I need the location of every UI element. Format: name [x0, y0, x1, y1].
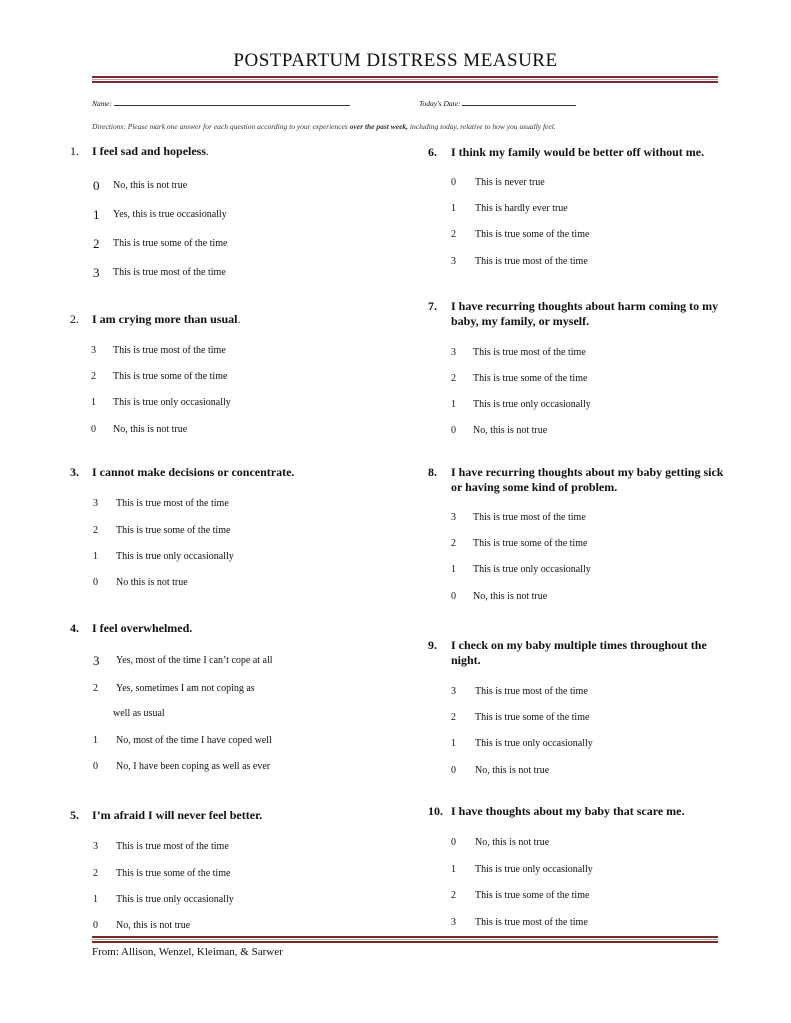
answer-label: No, this is not true	[113, 424, 188, 435]
answer-value: 0	[91, 424, 96, 435]
answer-value: 3	[93, 841, 98, 852]
answer-label: This is true only occasionally	[113, 397, 231, 408]
question-text-main: I feel overwhelmed.	[92, 621, 193, 635]
answer-label: This is true most of the time	[113, 345, 226, 356]
directions-prefix: Directions: Please mark one answer for each question according to your experiences	[92, 122, 348, 131]
answer-value: 0	[451, 591, 456, 602]
page-title: POSTPARTUM DISTRESS MEASURE	[233, 50, 558, 71]
answer-label: No, this is not true	[475, 837, 550, 848]
question-number: 7.	[428, 299, 437, 313]
answer-value: 0	[451, 837, 456, 848]
directions-suffix: including today, relative to how you usually feel.	[409, 122, 556, 131]
answer-value: 2	[451, 712, 456, 723]
question-text-main: I check on my baby multiple times throughout the	[451, 638, 707, 652]
answer-label: This is true only occasionally	[475, 738, 593, 749]
footer-credit: From: Allison, Wenzel, Kleiman, & Sarwer	[92, 946, 283, 958]
answer-label: This is never true	[475, 177, 545, 188]
answer-label: This is true most of the time	[475, 686, 588, 697]
answer-label: No, this is not true	[473, 425, 548, 436]
answer-value: 2	[91, 371, 96, 382]
answer-label: Yes, most of the time I can’t cope at all	[116, 655, 273, 666]
answer-value: 3	[451, 512, 456, 523]
question-text-main: I have thoughts about my baby that scare me.	[451, 804, 685, 818]
answer-value: 3	[91, 345, 96, 356]
question-text-main: I am crying more than usual	[92, 312, 238, 326]
answer-label: This is true most of the time	[475, 256, 588, 267]
answer-label: This is true most of the time	[475, 917, 588, 928]
bottom-divider	[92, 936, 718, 943]
answer-label: No, I have been coping as well as ever	[116, 761, 271, 772]
answer-value: 3	[93, 653, 100, 668]
answer-value: 0	[451, 177, 456, 188]
answer-value: 0	[93, 920, 98, 931]
answer-value: 1	[91, 397, 96, 408]
answer-label: This is true only occasionally	[473, 399, 591, 410]
question-text-main: I feel sad and hopeless	[92, 144, 207, 158]
question-text	[92, 808, 262, 823]
question-text	[451, 145, 704, 160]
answer-value: 1	[451, 564, 456, 575]
answer-label: This is true only occasionally	[473, 564, 591, 575]
answer-label: Yes, this is true occasionally	[113, 209, 227, 220]
question-text-main: I cannot make decisions or concentrate.	[92, 465, 295, 479]
name-field[interactable]	[92, 98, 350, 108]
answer-value: 3	[451, 686, 456, 697]
question-number: 6.	[428, 145, 437, 159]
question-text-line2: baby, my family, or myself.	[451, 314, 590, 328]
answer-value: 1	[451, 738, 456, 749]
answer-label: No, this is not true	[116, 920, 191, 931]
question-text	[451, 465, 723, 480]
answer-value: 2	[451, 890, 456, 901]
answer-label: This is hardly ever true	[475, 203, 568, 214]
answer-label: This is true most of the time	[116, 498, 229, 509]
answer-label: No, most of the time I have coped well	[116, 735, 272, 746]
answer-value: 3	[93, 265, 100, 280]
question-number: 10.	[428, 804, 443, 818]
question-text	[451, 638, 707, 653]
answer-label: This is true some of the time	[473, 538, 588, 549]
answer-label: This is true some of the time	[116, 868, 231, 879]
question-text-main: I have recurring thoughts about my baby getting sick	[451, 465, 724, 479]
answer-value: 2	[451, 229, 456, 240]
answer-value: 0	[451, 765, 456, 776]
answer-label: This is true some of the time	[116, 525, 231, 536]
top-divider	[92, 76, 718, 83]
date-label: Today's Date:	[419, 99, 461, 108]
question-number: 4.	[70, 621, 79, 635]
answer-value: 1	[451, 203, 456, 214]
answer-value: 1	[93, 551, 98, 562]
question-text-line2: or having some kind of problem.	[451, 480, 618, 494]
question-number: 1.	[70, 144, 79, 158]
question-number: 2.	[70, 312, 79, 326]
answer-label: This is true only occasionally	[116, 894, 234, 905]
answer-value: 1	[451, 864, 456, 875]
directions-emphasis: over the past week,	[349, 122, 409, 131]
question-trailing-period: .	[237, 312, 241, 326]
answer-value: 1	[451, 399, 456, 410]
question-text-main: I think my family would be better off without me.	[451, 145, 705, 159]
answer-value: 3	[451, 917, 456, 928]
answer-label: well as usual	[113, 708, 165, 719]
question-text	[92, 144, 209, 159]
answer-value: 3	[93, 498, 98, 509]
answer-label: No, this is not true	[473, 591, 548, 602]
answer-label: This is true only occasionally	[116, 551, 234, 562]
answer-value: 1	[93, 207, 100, 222]
date-field[interactable]	[419, 98, 576, 108]
answer-value: 2	[93, 525, 98, 536]
question-text-main: I’m afraid I will never feel better.	[92, 808, 263, 822]
name-blank[interactable]	[114, 98, 350, 106]
answer-label: This is true most of the time	[116, 841, 229, 852]
answer-value: 2	[93, 683, 98, 694]
answer-label: This is true some of the time	[475, 890, 590, 901]
question-number: 9.	[428, 638, 437, 652]
answer-label: No this is not true	[116, 577, 188, 588]
answer-value: 3	[451, 347, 456, 358]
answer-label: This is true only occasionally	[475, 864, 593, 875]
answer-label: This is true some of the time	[113, 238, 228, 249]
answer-value: 0	[93, 577, 98, 588]
question-number: 3.	[70, 465, 79, 479]
question-text	[451, 804, 684, 819]
question-text	[92, 621, 192, 636]
answer-label: This is true most of the time	[473, 512, 586, 523]
answer-label: No, this is not true	[113, 180, 188, 191]
answer-label: No, this is not true	[475, 765, 550, 776]
answer-label: This is true most of the time	[113, 267, 226, 278]
question-trailing-period: .	[206, 144, 210, 158]
question-text	[92, 465, 294, 480]
answer-value: 2	[451, 373, 456, 384]
question-text	[451, 299, 718, 314]
answer-label: This is true some of the time	[113, 371, 228, 382]
answer-value: 0	[93, 761, 98, 772]
answer-value: 1	[93, 735, 98, 746]
answer-label: Yes, sometimes I am not coping as	[116, 683, 255, 694]
answer-value: 2	[93, 236, 100, 251]
answer-value: 1	[93, 894, 98, 905]
answer-label: This is true most of the time	[473, 347, 586, 358]
question-number: 8.	[428, 465, 437, 479]
answer-label: This is true some of the time	[475, 712, 590, 723]
answer-label: This is true some of the time	[475, 229, 590, 240]
question-text-main: I have recurring thoughts about harm coming to my	[451, 299, 719, 313]
answer-value: 0	[93, 178, 100, 193]
answer-value: 2	[93, 868, 98, 879]
answer-value: 0	[451, 425, 456, 436]
answer-label: This is true some of the time	[473, 373, 588, 384]
question-text	[92, 312, 240, 327]
name-label: Name:	[92, 99, 112, 108]
answer-value: 2	[451, 538, 456, 549]
date-blank[interactable]	[462, 98, 576, 106]
question-number: 5.	[70, 808, 79, 822]
question-text-line2: night.	[451, 653, 481, 667]
answer-value: 3	[451, 256, 456, 267]
directions	[92, 122, 556, 131]
